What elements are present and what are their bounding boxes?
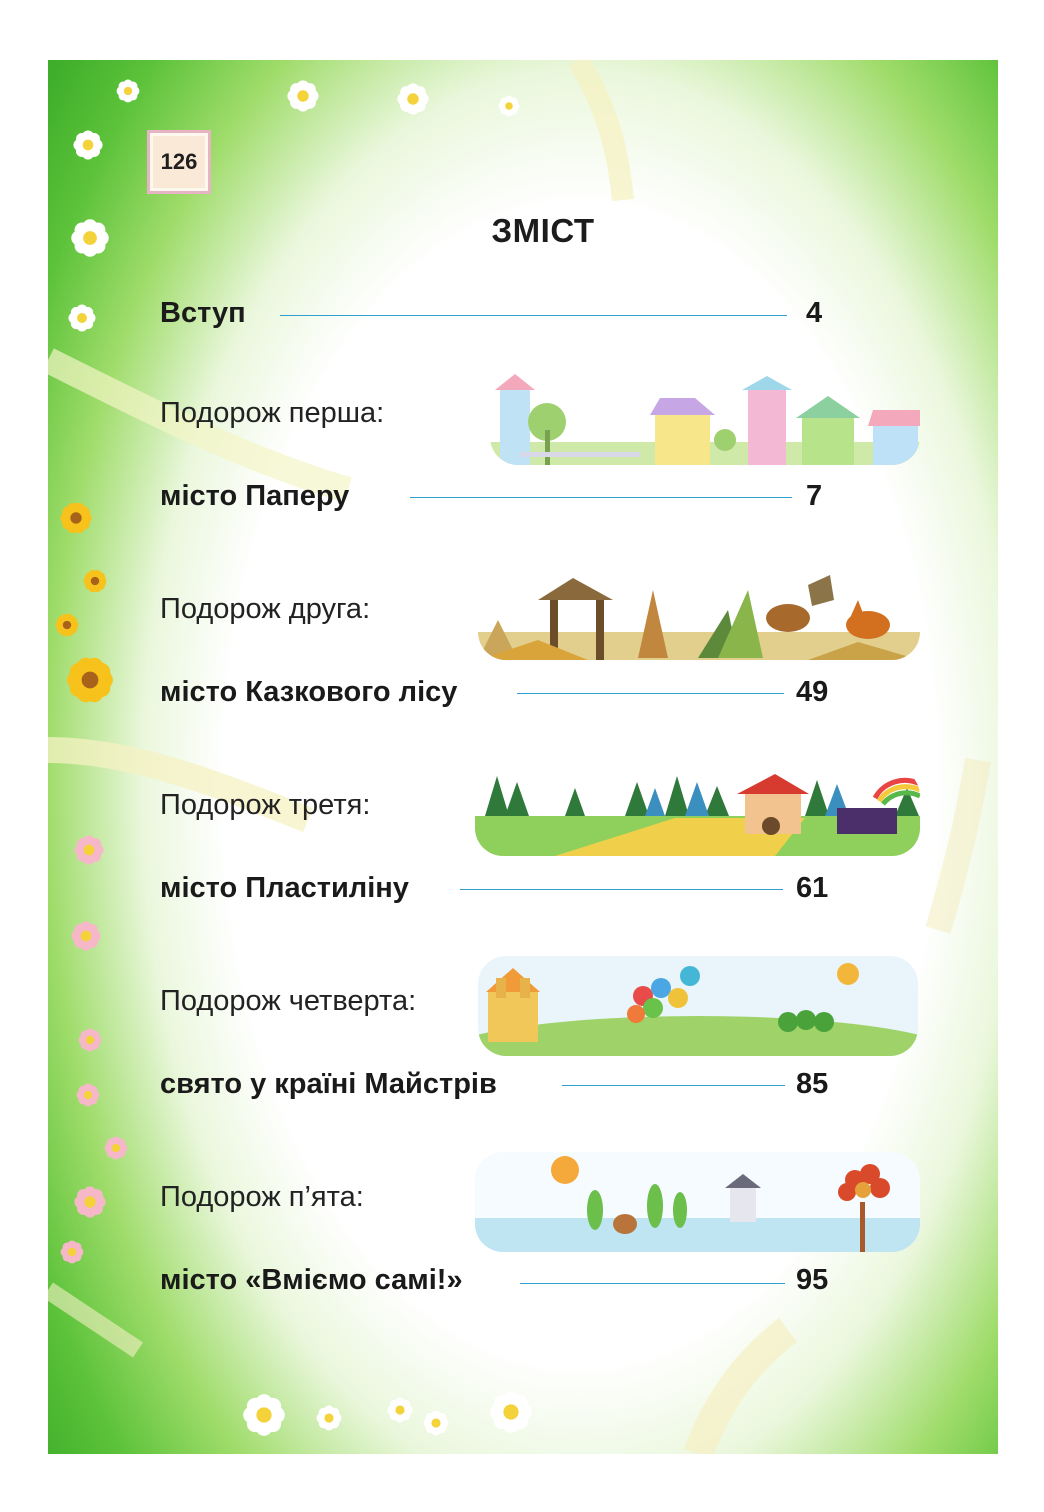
daisy-icon bbox=[490, 1391, 532, 1433]
journey-1-destination: місто Паперу bbox=[160, 480, 350, 512]
pink-flower-icon bbox=[61, 1241, 84, 1264]
daisy-icon bbox=[68, 304, 95, 331]
masters-festival-illustration bbox=[478, 956, 918, 1056]
journey-4-page-number: 85 bbox=[796, 1068, 829, 1100]
journey-1-heading: Подорож перша: bbox=[160, 397, 385, 429]
sunflower-icon bbox=[67, 658, 113, 702]
fairy-forest-illustration bbox=[478, 570, 920, 660]
leader-line bbox=[460, 889, 783, 890]
plasticine-town-illustration bbox=[475, 768, 920, 856]
leader-line bbox=[520, 1283, 785, 1284]
page-number-badge: 126 bbox=[147, 130, 211, 194]
journey-3-heading: Подорож третя: bbox=[160, 789, 371, 821]
daisy-icon bbox=[397, 83, 428, 114]
pink-flower-icon bbox=[77, 1084, 100, 1107]
journey-2-heading: Подорож друга: bbox=[160, 593, 371, 625]
intro-label: Вступ bbox=[160, 297, 246, 329]
journey-3-destination: місто Пластиліну bbox=[160, 872, 409, 904]
daisy-icon bbox=[73, 130, 102, 159]
daisy-icon bbox=[424, 1411, 449, 1436]
pink-flower-icon bbox=[74, 835, 103, 864]
pink-flower-icon bbox=[74, 1186, 105, 1217]
leader-line bbox=[410, 497, 792, 498]
journey-5-heading: Подорож п’ята: bbox=[160, 1181, 364, 1213]
intro-page-number: 4 bbox=[806, 297, 823, 329]
daisy-icon bbox=[287, 80, 318, 111]
leader-line bbox=[280, 315, 787, 316]
leader-line bbox=[517, 693, 784, 694]
sunflower-icon bbox=[84, 570, 107, 592]
pink-flower-icon bbox=[105, 1137, 128, 1160]
pink-flower-icon bbox=[79, 1029, 102, 1052]
journey-2-destination: місто Казкового лісу bbox=[160, 676, 458, 708]
daisy-icon bbox=[243, 1394, 285, 1436]
we-can-do-it-illustration bbox=[475, 1152, 920, 1252]
journey-3-page-number: 61 bbox=[796, 872, 829, 904]
page-title: ЗМІСТ bbox=[491, 212, 595, 249]
daisy-icon bbox=[388, 1398, 413, 1423]
sunflower-icon bbox=[60, 503, 91, 533]
paper-houses-illustration bbox=[490, 370, 920, 465]
daisy-icon bbox=[317, 1406, 342, 1431]
journey-4-heading: Подорож четверта: bbox=[160, 985, 417, 1017]
journey-1-page-number: 7 bbox=[806, 480, 823, 512]
journey-5-destination: місто «Вміємо самі!» bbox=[160, 1264, 463, 1296]
sunflower-icon bbox=[56, 614, 79, 636]
journey-5-page-number: 95 bbox=[796, 1264, 829, 1296]
daisy-icon bbox=[499, 96, 520, 117]
journey-2-page-number: 49 bbox=[796, 676, 829, 708]
leader-line bbox=[562, 1085, 785, 1086]
pink-flower-icon bbox=[71, 921, 100, 950]
daisy-icon bbox=[117, 80, 140, 103]
journey-4-destination: свято у країні Майстрів bbox=[160, 1068, 497, 1100]
